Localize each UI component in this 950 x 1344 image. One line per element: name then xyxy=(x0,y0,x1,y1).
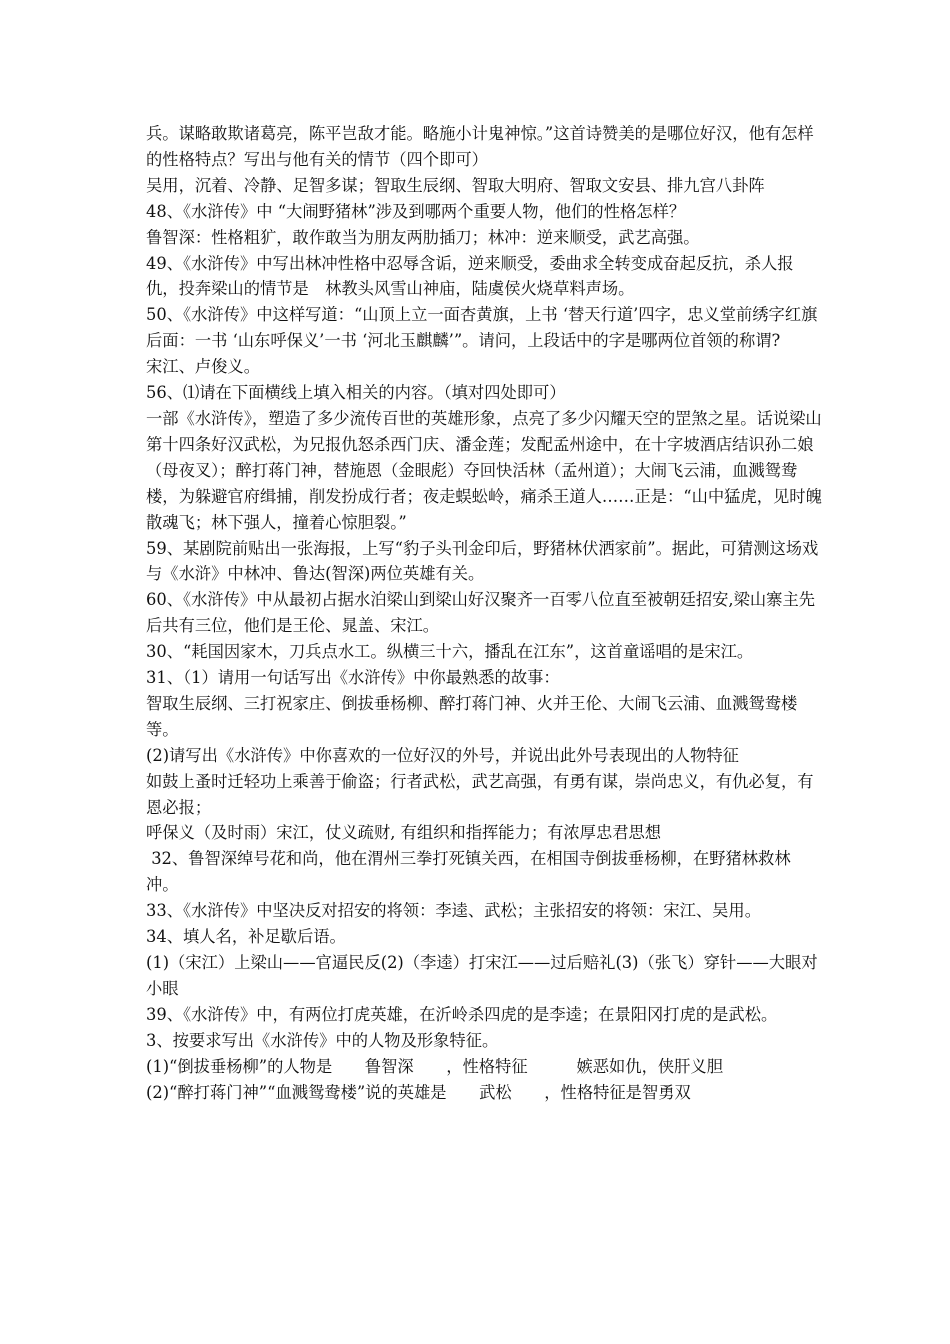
paragraph-q50-answer: 宋江、卢俊义。 xyxy=(146,357,260,377)
paragraph-q48: 48、《水浒传》中 “大闹野猪林”涉及到哪两个重要人物，他们的性格怎样？ xyxy=(146,201,686,221)
paragraph-q31-part1: 31、（1）请用一句话写出《水浒传》中你最熟悉的故事： xyxy=(146,668,560,688)
paragraph-q31-part2-answer-b: 呼保义（及时雨）宋江，仗义疏财, 有组织和指挥能力；有浓厚忠君思想 xyxy=(146,823,662,843)
paragraph-q3-item2: (2)“醉打蒋门神”“血溅鸳鸯楼”说的英雄是 武松 ，性格特征是智勇双 xyxy=(146,1082,691,1102)
paragraph-q34: 34、填人名，补足歇后语。 xyxy=(146,927,346,947)
paragraph-q3-item1: (1)“倒拔垂杨柳”的人物是 鲁智深 ，性格特征 嫉恶如仇，侠肝义胆 xyxy=(146,1056,723,1076)
paragraph-q31-part1-answer: 智取生辰纲、三打祝家庄、倒拔垂杨柳、醉打蒋门神、火并王伦、大闹飞云浦、血溅鸳鸯楼等。 xyxy=(146,693,798,739)
paragraph-q3: 3、按要求写出《水浒传》中的人物及形象特征。 xyxy=(146,1030,499,1050)
paragraph-q32: 32、鲁智深绰号花和尚，他在渭州三拳打死镇关西，在相国寺倒拔垂杨柳，在野猪林救林冲。 xyxy=(146,849,791,895)
paragraph-q56: 56、⑴请在下面横线上填入相关的内容。（填对四处即可） xyxy=(146,383,566,403)
paragraph-q33: 33、《水浒传》中坚决反对招安的将领：李逵、武松；主张招安的将领：宋江、吴用。 xyxy=(146,901,761,921)
paragraph-q50: 50、《水浒传》中这样写道：“山顶上立一面杏黄旗，上书 ‘替天行道’四字，忠义堂前绣字红旗后面：一书 ‘山东呼保义’一书 ‘河北玉麒麟’”。请问，上段话中的字是哪两位首领的称谓? xyxy=(146,305,818,351)
paragraph-q34-answers: (1)（宋江）上梁山——官逼民反(2)（李逵）打宋江——过后赔礼(3)（张飞）穿针——大眼对小眼 xyxy=(146,953,818,998)
paragraph-q31-part2: (2)请写出《水浒传》中你喜欢的一位好汉的外号，并说出此外号表现出的人物特征 xyxy=(146,745,739,765)
paragraph-q31-part2-answer-a: 如鼓上蚤时迁轻功上乘善于偷盗；行者武松，武艺高强，有勇有谋，崇尚忠义，有仇必复，有恩必报； xyxy=(146,771,814,817)
paragraph-q60: 60、《水浒传》中从最初占据水泊梁山到梁山好汉聚齐一百零八位直至被朝廷招安,梁山寨主先后共有三位，他们是王伦、晁盖、宋江。 xyxy=(146,590,816,636)
paragraph-wuyong-poem-question: 兵。谋略敢欺诸葛亮，陈平岂敌才能。略施小计鬼神惊。”这首诗赞美的是哪位好汉，他有怎样的性格特点？写出与他有关的情节（四个即可） xyxy=(146,124,814,169)
paragraph-wuyong-answer: 吴用，沉着、冷静、足智多谋；智取生辰纲、智取大明府、智取文安县、排九宫八卦阵 xyxy=(146,175,765,195)
paragraph-q30: 30、“耗国因家木，刀兵点水工。纵横三十六，播乱在江东”，这首童谣唱的是宋江。 xyxy=(146,642,754,662)
paragraph-q56-passage: 一部《水浒传》，塑造了多少流传百世的英雄形象，点亮了多少闪耀天空的罡煞之星。话说梁山第十四条好汉武松，为兄报仇怒杀西门庆、潘金莲；发配孟州途中，在十字坡酒店结识孙二娘（母夜叉）；醉打蒋门神，替施恩（金眼彪）夺回快活林（孟州道）；大闹飞云浦，血溅鸳鸯楼，为躲避官府缉捕，削发扮成行者；夜走蜈蚣岭，痛杀王道人……正是：“山中猛虎，见时魄散魂飞；林下强人，撞着心惊胆裂。” xyxy=(146,408,822,532)
paragraph-q39: 39、《水浒传》中，有两位打虎英雄，在沂岭杀四虎的是李逵；在景阳冈打虎的是武松。 xyxy=(146,1004,778,1024)
paragraph-q48-answer: 鲁智深：性格粗犷，敢作敢当为朋友两肋插刀；林冲：逆来顺受，武艺高强。 xyxy=(146,227,700,247)
paragraph-q49: 49、《水浒传》中写出林冲性格中忍辱含诟，逆来顺受，委曲求全转变成奋起反抗，杀人报仇，投奔梁山的情节是 林教头风雪山神庙，陆虞侯火烧草料声场。 xyxy=(146,253,794,299)
paragraph-q59: 59、某剧院前贴出一张海报，上写“豹子头刊金印后，野猪林伏洒家前”。据此，可猜测这场戏与《水浒》中林冲、鲁达(智深)两位英雄有关。 xyxy=(146,538,819,584)
